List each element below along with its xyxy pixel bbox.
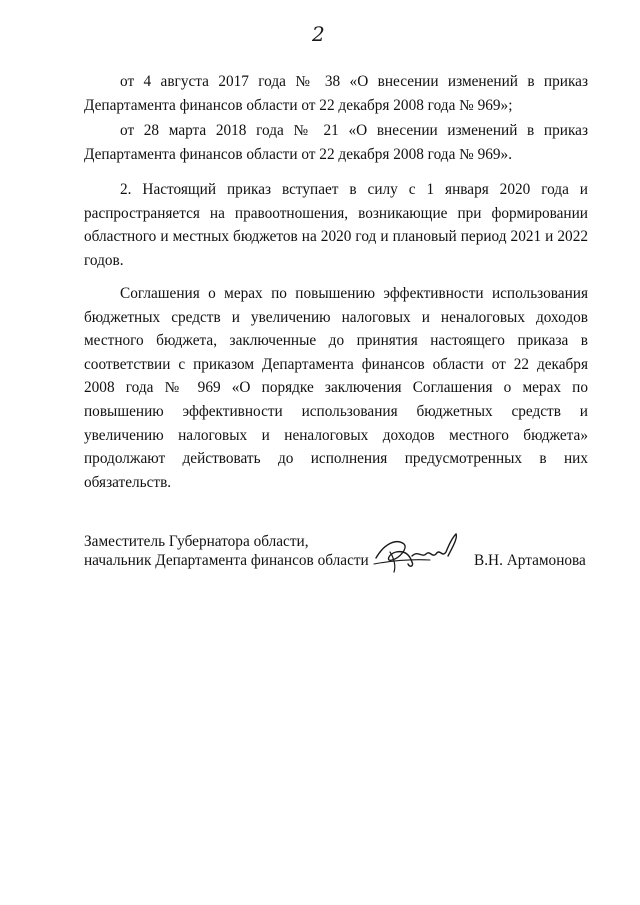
paragraph-amendment-2017: от 4 августа 2017 года № 38 «О внесении изменений в приказ Департамента финансов области от 22 декабря 2008 года № 969»; (84, 73, 588, 114)
signatory-position (84, 532, 369, 570)
paragraph-amendment-2018: от 28 марта 2018 года № 21 «О внесении изменений в приказ Департамента финансов области от 22 декабря 2008 года № 969». (84, 122, 588, 163)
signatory-name: В.Н. Артамонова (474, 552, 586, 569)
signatory-position-line2: начальник Департамента финансов области (84, 552, 369, 569)
paragraph-effective-date: 2. Настоящий приказ вступает в силу с 1 января 2020 года и распространяется на правоотношения, возникающие при формировании областного и местных бюджетов на 2020 год и плановый период 2021 и 2022 годов. (84, 181, 588, 269)
paragraph-agreements-continue: Соглашения о мерах по повышению эффективности использования бюджетных средств и увеличению налоговых и неналоговых доходов местного бюджета, заключенные до принятия настоящего приказа в соответствии с приказом Департамента финансов области от 22 декабря 2008 года № 969 «О порядке заключения Соглашения о мерах по повышению эффективности использования бюджетных средств и увеличению налоговых и неналоговых доходов местного бюджета» продолжают действовать до исполнения предусмотренных в них обязательств. (84, 285, 588, 491)
page-number: 2 (312, 22, 325, 46)
signatory-position-line1: Заместитель Губернатора области, (84, 533, 309, 550)
handwritten-signature (370, 528, 462, 574)
